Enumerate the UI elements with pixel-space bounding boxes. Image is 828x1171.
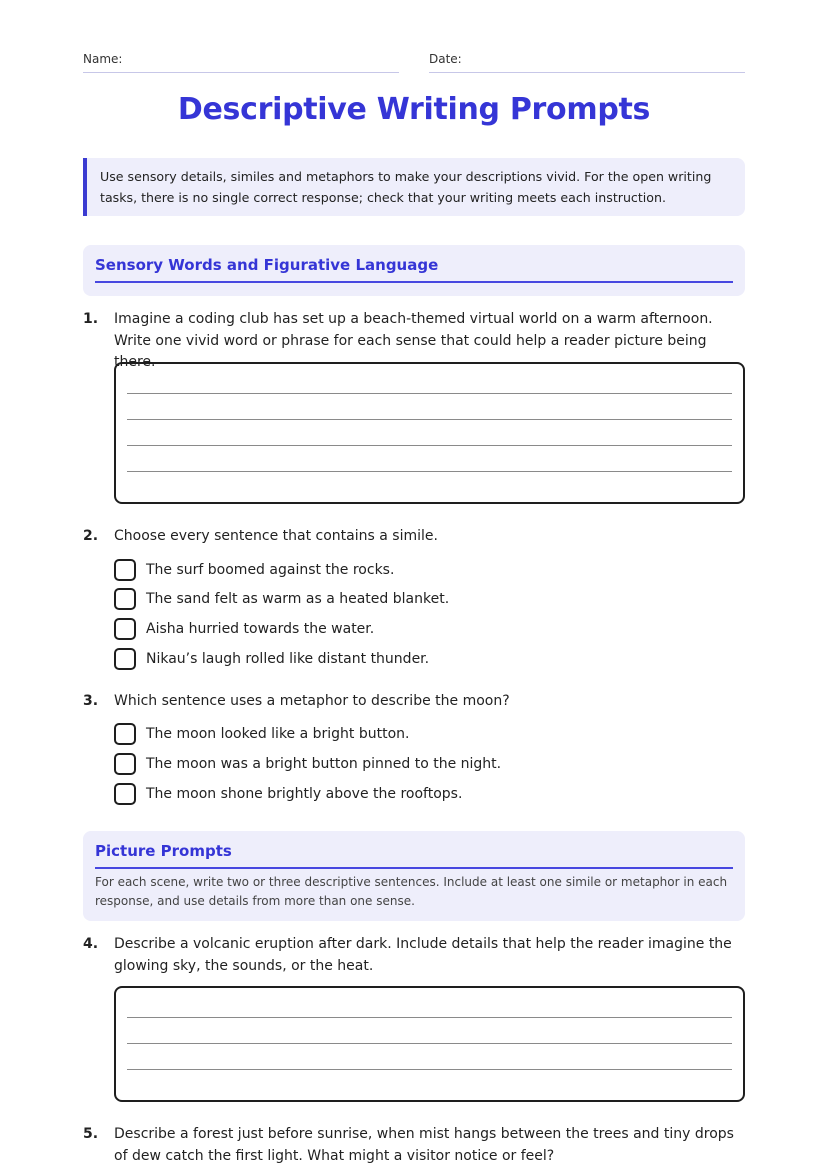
question-text: Describe a volcanic eruption after dark. Include details that help the reader imagine the glowing sky, the sounds, or the heat. xyxy=(114,936,732,974)
section-title: Sensory Words and Figurative Language xyxy=(95,245,733,283)
option-label: Aisha hurried towards the water. xyxy=(146,621,375,637)
header-fields xyxy=(83,52,745,74)
option-2a[interactable] xyxy=(114,558,394,582)
checkbox[interactable] xyxy=(114,588,136,610)
section-description: For each scene, write two or three descriptive sentences. Include at least one simile or metaphor in each response, and use details from more than one sense. xyxy=(95,875,728,908)
intro-callout: Use sensory details, similes and metaphors to make your descriptions vivid. For the open writing tasks, there is no single correct response; check that your writing meets each instruction. xyxy=(83,158,745,216)
option-2d[interactable] xyxy=(114,647,429,671)
checkbox[interactable] xyxy=(114,723,136,745)
writing-line xyxy=(127,445,732,446)
option-label: The sand felt as warm as a heated blanket. xyxy=(146,591,450,607)
page-title: Descriptive Writing Prompts xyxy=(177,92,651,127)
option-label: The moon shone brightly above the rooftops. xyxy=(146,786,463,802)
option-3c[interactable] xyxy=(114,782,462,806)
writing-line xyxy=(127,1069,732,1070)
writing-line xyxy=(127,1043,732,1044)
option-label: Nikau’s laugh rolled like distant thunder. xyxy=(146,651,430,667)
option-3a[interactable] xyxy=(114,722,410,746)
checkbox[interactable] xyxy=(114,783,136,805)
checkbox[interactable] xyxy=(114,559,136,581)
question-5 xyxy=(83,1124,745,1167)
question-number: 4. xyxy=(83,936,99,952)
option-2c[interactable] xyxy=(114,617,374,641)
date-label: Date: xyxy=(429,52,462,66)
writing-line xyxy=(127,393,732,394)
question-3 xyxy=(83,691,745,713)
question-text: Which sentence uses a metaphor to describe the moon? xyxy=(114,693,510,709)
question-number: 3. xyxy=(83,693,99,709)
checkbox[interactable] xyxy=(114,753,136,775)
option-label: The surf boomed against the rocks. xyxy=(146,562,395,578)
section-sensory-words xyxy=(83,245,745,296)
checkbox[interactable] xyxy=(114,618,136,640)
question-number: 1. xyxy=(83,311,99,327)
writing-line xyxy=(127,471,732,472)
option-2b[interactable] xyxy=(114,587,449,611)
date-field[interactable] xyxy=(429,52,745,73)
option-3b[interactable] xyxy=(114,752,501,776)
name-label: Name: xyxy=(83,52,123,66)
section-picture-prompts xyxy=(83,831,745,921)
section-title: Picture Prompts xyxy=(95,831,733,869)
name-field[interactable] xyxy=(83,52,399,73)
question-text: Imagine a coding club has set up a beach-themed virtual world on a warm afternoon. Write one vivid word or phrase for each sense that could help a reader picture being there. xyxy=(114,311,713,370)
writing-line xyxy=(127,1017,732,1018)
question-number: 5. xyxy=(83,1126,99,1142)
answer-box-4[interactable] xyxy=(114,986,745,1102)
writing-line xyxy=(127,419,732,420)
question-text: Describe a forest just before sunrise, when mist hangs between the trees and tiny drops of dew catch the first light. What might a visitor notice or feel? xyxy=(114,1126,734,1164)
question-text: Choose every sentence that contains a simile. xyxy=(114,528,438,544)
question-2 xyxy=(83,526,745,548)
answer-box-1[interactable] xyxy=(114,362,745,504)
question-4 xyxy=(83,934,745,977)
option-label: The moon looked like a bright button. xyxy=(146,726,410,742)
option-label: The moon was a bright button pinned to the night. xyxy=(146,756,502,772)
checkbox[interactable] xyxy=(114,648,136,670)
question-number: 2. xyxy=(83,528,99,544)
